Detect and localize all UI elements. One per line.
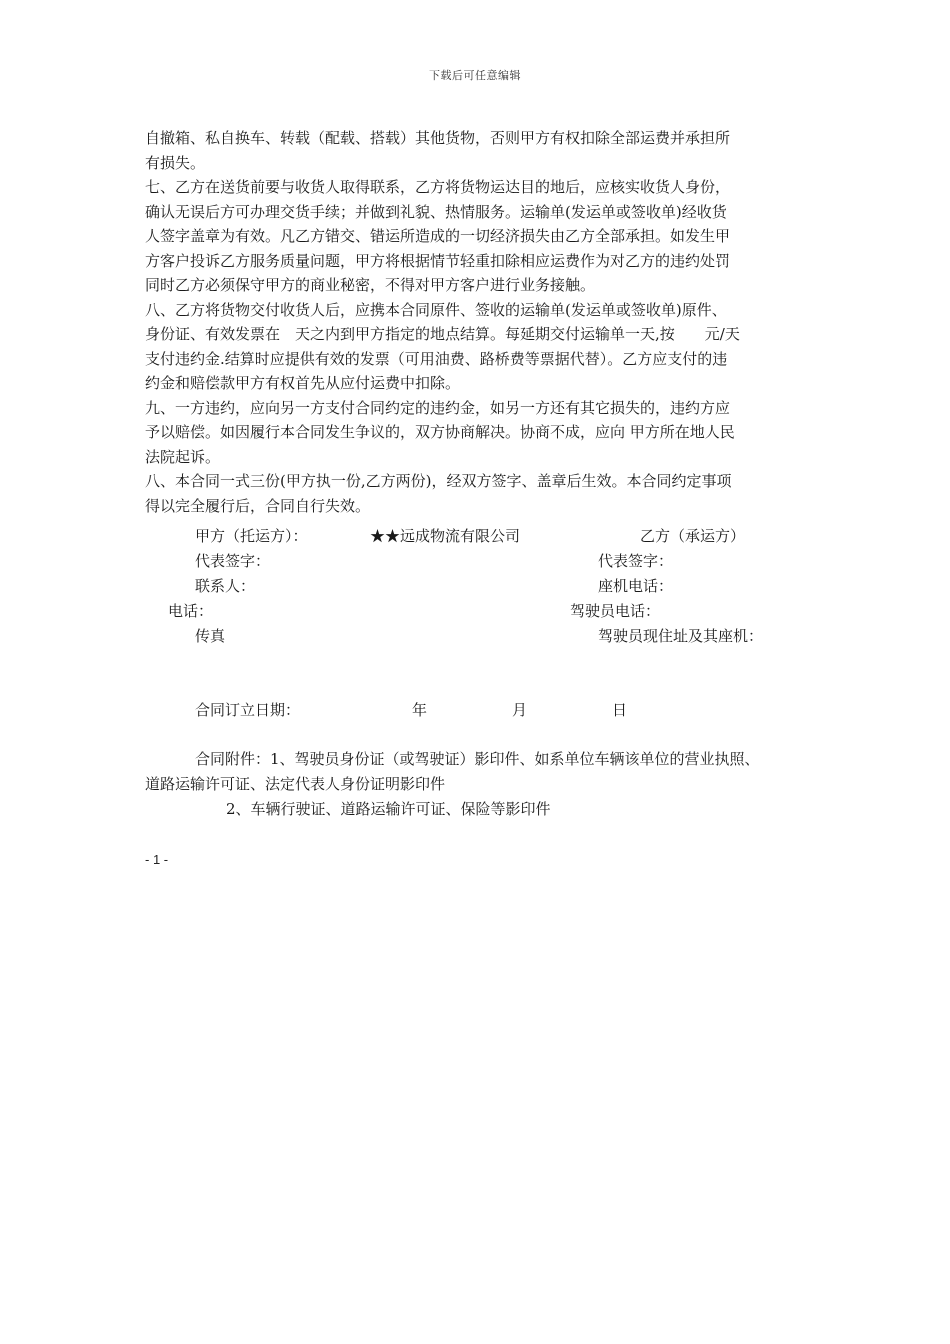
page-number: - 1 - bbox=[145, 852, 169, 867]
party-a-name: ★★远成物流有限公司 bbox=[370, 527, 521, 545]
body-line: 得以完全履行后，合同自行失效。 bbox=[145, 496, 371, 515]
fax-label: 传真 bbox=[195, 627, 226, 645]
attachment-line-3: 2、车辆行驶证、道路运输许可证、保险等影印件 bbox=[226, 800, 551, 818]
body-line: 同时乙方必须保守甲方的商业秘密，不得对甲方客户进行业务接触。 bbox=[145, 276, 596, 294]
attachment-line-2: 道路运输许可证、法定代表人身份证明影印件 bbox=[145, 775, 446, 793]
phone-label: 电话： bbox=[168, 602, 214, 620]
date-month: 月 bbox=[512, 701, 528, 719]
body-line: 身份证、有效发票在 天之内到甲方指定的地点结算。每延期交付运输单一天,按 元/天 bbox=[145, 325, 740, 343]
party-b-label: 乙方（承运方） bbox=[640, 527, 746, 545]
body-line: 支付违约金.结算时应提供有效的发票（可用油费、路桥费等票据代替）。乙方应支付的违 bbox=[145, 349, 728, 368]
contact-label: 联系人： bbox=[195, 577, 256, 595]
contract-body bbox=[145, 126, 815, 518]
body-line: 七、乙方在送货前要与收货人取得联系，乙方将货物运达目的地后，应核实收货人身份， bbox=[145, 178, 731, 196]
body-line: 人签字盖章为有效。凡乙方错交、错运所造成的一切经济损失由乙方全部承担。如发生甲 bbox=[145, 227, 731, 245]
date-day: 日 bbox=[612, 701, 628, 719]
body-line: 方客户投诉乙方服务质量问题，甲方将根据情节轻重扣除相应运费作为对乙方的违约处罚 bbox=[145, 251, 731, 270]
attachment-line-1: 合同附件：1、驾驶员身份证（或驾驶证）影印件、如系单位车辆该单位的营业执照、 bbox=[195, 750, 760, 768]
body-line: 约金和赔偿款甲方有权首先从应付运费中扣除。 bbox=[145, 374, 461, 392]
driver-address-label: 驾驶员现住址及其座机： bbox=[598, 627, 764, 645]
body-line: 法院起诉。 bbox=[145, 447, 221, 466]
landline-label: 座机电话： bbox=[598, 577, 674, 595]
body-line: 八、本合同一式三份(甲方执一份,乙方两份)，经双方签字、盖章后生效。本合同约定事项 bbox=[145, 472, 732, 490]
body-line: 九、一方违约，应向另一方支付合同约定的违约金，如另一方还有其它损失的，违约方应 bbox=[145, 398, 731, 417]
party-a-label: 甲方（托运方）： bbox=[195, 527, 308, 545]
rep-sign-a: 代表签字： bbox=[195, 552, 271, 570]
rep-sign-b: 代表签字： bbox=[598, 552, 674, 570]
date-year: 年 bbox=[412, 701, 428, 719]
body-line: 确认无误后方可办理交货手续；并做到礼貌、热情服务。运输单(发运单或签收单)经收货 bbox=[145, 202, 727, 221]
body-line: 自撤箱、私自换车、转载（配载、搭载）其他货物，否则甲方有权扣除全部运费并承担所 bbox=[145, 129, 731, 147]
date-label: 合同订立日期： bbox=[195, 701, 301, 719]
driver-phone-label: 驾驶员电话： bbox=[570, 602, 661, 620]
body-line: 予以赔偿。如因履行本合同发生争议的，双方协商解决。协商不成，应向 甲方所在地人民 bbox=[145, 423, 735, 441]
body-line: 八、乙方将货物交付收货人后，应携本合同原件、签收的运输单(发运单或签收单)原件、 bbox=[145, 300, 727, 319]
page-header: 下载后可任意编辑 bbox=[429, 69, 521, 82]
body-line: 有损失。 bbox=[145, 153, 206, 172]
